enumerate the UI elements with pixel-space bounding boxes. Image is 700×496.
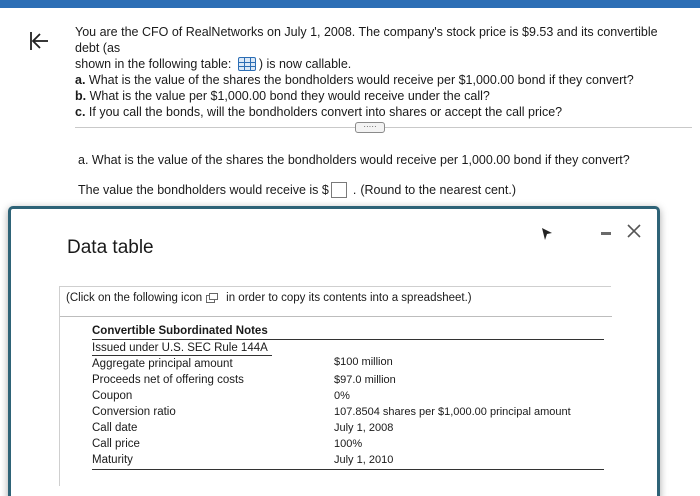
top-bar	[0, 0, 700, 8]
row-value: July 1, 2008	[334, 422, 394, 434]
row-value: 0%	[334, 390, 350, 402]
answer-input[interactable]	[331, 182, 347, 198]
intro-line-1: You are the CFO of RealNetworks on July 1, 2008. The company's stock price is $9.53 and its convertible debt (as	[75, 25, 658, 55]
table-row	[92, 356, 604, 372]
question-a: a. What is the value of the shares the bondholders would receive per $1,000.00 bond if they convert?	[75, 73, 634, 87]
row-label: Coupon	[92, 390, 133, 402]
intro-line-2: shown in the following table:	[75, 57, 232, 71]
part-a-question: a. What is the value of the shares the bondholders would receive per 1,000.00 bond if they convert?	[78, 153, 630, 167]
answer-line	[78, 182, 516, 198]
row-label: Call date	[92, 422, 138, 434]
row-label: Maturity	[92, 454, 133, 466]
cursor-icon	[541, 227, 553, 241]
close-icon[interactable]	[623, 220, 645, 242]
answer-suffix: .	[352, 183, 357, 197]
table-row	[92, 388, 604, 404]
question-c: c. If you call the bonds, will the bondholders convert into shares or accept the call price?	[75, 105, 563, 119]
table-heading: Convertible Subordinated Notes	[92, 323, 604, 340]
table-row	[92, 404, 604, 420]
question-text	[75, 24, 685, 120]
row-label: Aggregate principal amount	[92, 358, 233, 370]
intro-line-3: ) is now callable.	[258, 57, 352, 71]
dialog-title: Data table	[67, 237, 154, 258]
expand-more-button[interactable]: ·····	[355, 122, 385, 133]
question-b: b. What is the value per $1,000.00 bond they would receive under the call?	[75, 89, 490, 103]
back-arrow-icon[interactable]	[28, 30, 50, 52]
table-subheading: Issued under U.S. SEC Rule 144A	[92, 340, 272, 356]
row-value: 107.8504 shares per $1,000.00 principal amount	[334, 406, 571, 418]
table-icon[interactable]	[238, 57, 256, 71]
table-row	[92, 452, 604, 468]
copy-icon[interactable]	[206, 293, 218, 303]
row-label: Call price	[92, 438, 140, 450]
answer-hint: (Round to the nearest cent.)	[360, 183, 516, 197]
row-label: Proceeds net of offering costs	[92, 374, 244, 386]
table-bottom-rule	[92, 469, 604, 470]
row-value: $97.0 million	[334, 374, 396, 386]
row-value: July 1, 2010	[334, 454, 394, 466]
table-row	[92, 420, 604, 436]
row-value: $100 million	[334, 356, 393, 368]
table-row	[92, 436, 604, 452]
row-label: Conversion ratio	[92, 406, 176, 418]
copy-instruction: (Click on the following icon in order to copy its contents into a spreadsheet.)	[66, 292, 472, 304]
notes-table	[92, 323, 604, 468]
note-divider	[60, 316, 612, 317]
data-table-panel	[59, 286, 611, 486]
data-table-dialog	[8, 206, 660, 496]
minimize-button[interactable]	[597, 223, 615, 241]
answer-prefix: The value the bondholders would receive is $	[78, 183, 329, 197]
row-value: 100%	[334, 438, 363, 450]
table-row	[92, 372, 604, 388]
